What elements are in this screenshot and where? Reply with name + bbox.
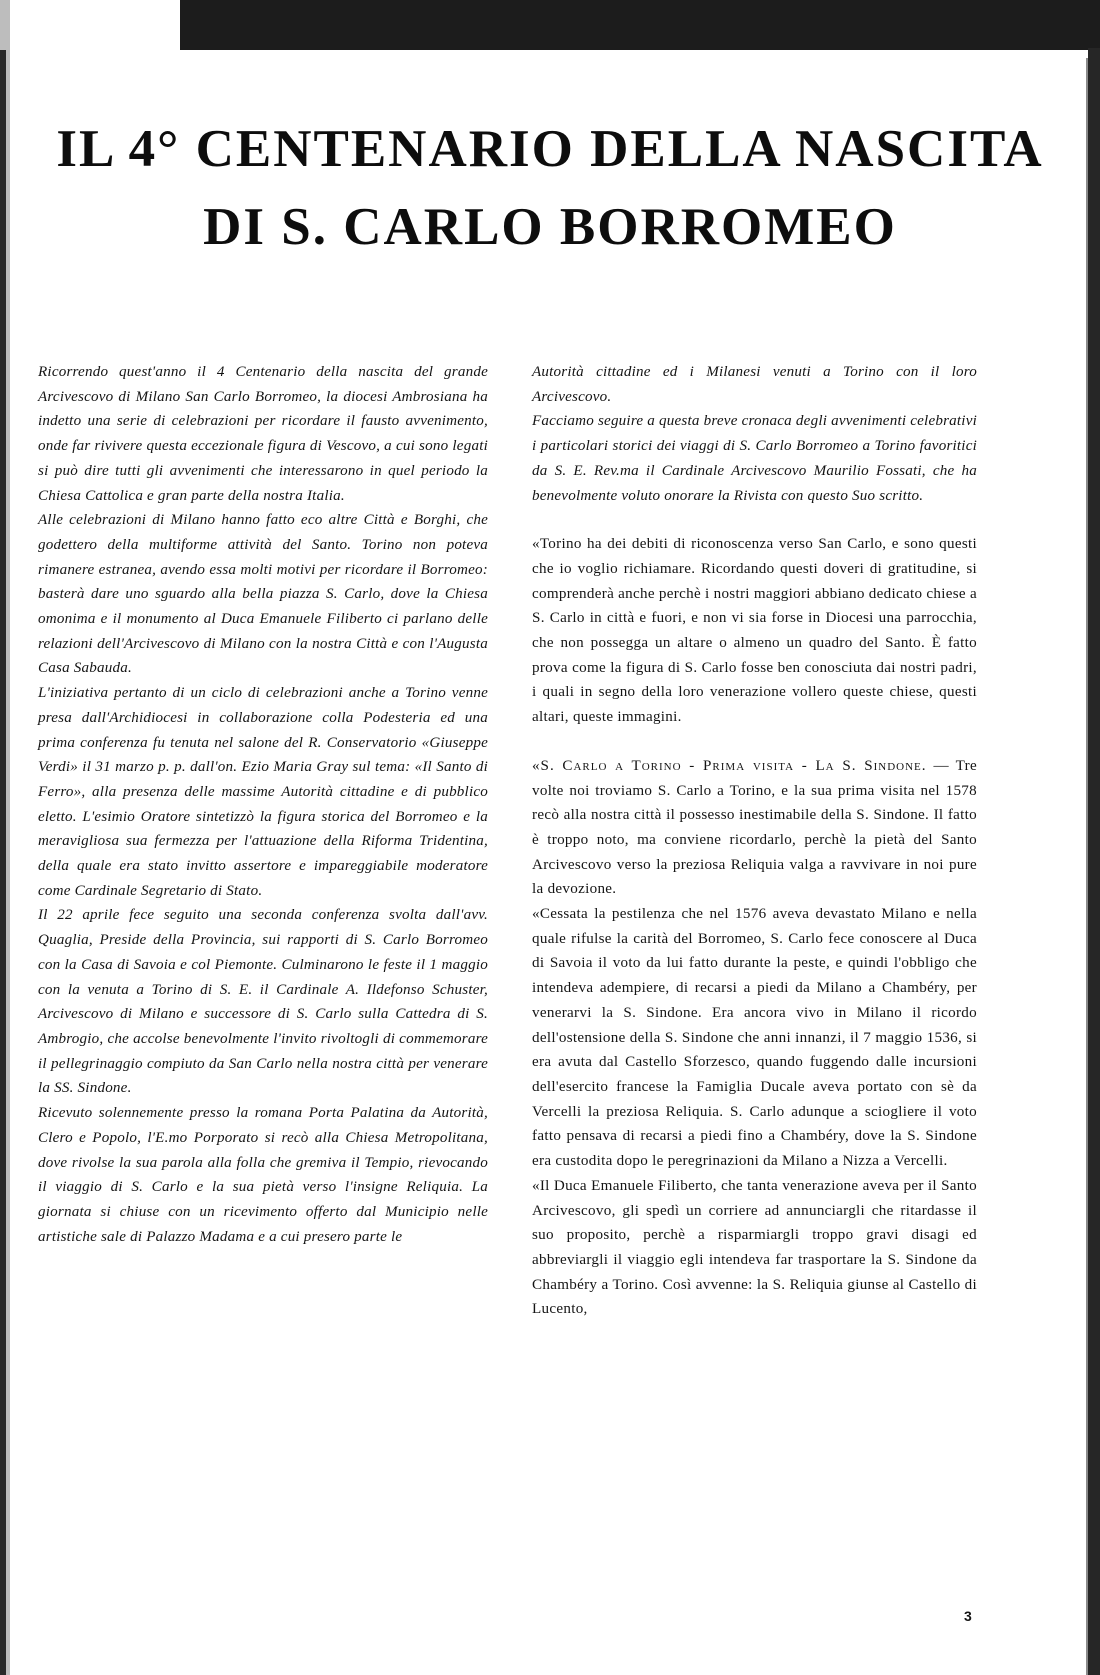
scan-right-line	[1086, 58, 1088, 1675]
right-paragraph-6: «Il Duca Emanuele Filiberto, che tanta venerazione aveva per il Santo Arcivescovo, gli spedì un corriere ad annunciargli che ritardasse il suo proposito, perchè a risparmiargli troppo gravi disagi ed abbreviargli il viaggio egli intendeva far trasportare la S. Sindone da Chambéry a Torino. Così avvenne: la S. Reliquia giunse al Castello di Lucento,	[532, 1177, 977, 1318]
title-line-1: IL 4° CENTENARIO DELLA NASCITA	[56, 120, 1044, 178]
left-paragraph-1: Ricorrendo quest'anno il 4 Centenario della nascita del grande Arcivescovo di Milano San Carlo Borromeo, la diocesi Ambrosiana ha indetto una serie di celebrazioni per ricordare il fausto avvenimento, onde far rivivere questa eccezionale figura di Vescovo, a cui sono legati si può dire tutti gli avvenimenti che interessarono in quel periodo la Chiesa Cattolica e gran parte della nostra Italia.	[38, 364, 488, 504]
section-body: — Tre volte noi troviamo S. Carlo a Torino, e la sua prima visita nel 1578 recò alla nostra città il possesso inestimabile della S. Sindone. Il fatto è troppo noto, ma conviene ricordarlo, perchè la pietà del Santo Arcivescovo verso la preziosa Reliquia valga a ravvivare in noi pure la devozione.	[532, 757, 977, 898]
right-paragraph-2: Facciamo seguire a questa breve cronaca degli avvenimenti celebrativi i particolari storici dei viaggi di S. Carlo Borromeo a Torino favoritici da S. E. Rev.ma il Cardinale Arcivescovo Maurilio Fossati, che ha benevolmente voluto onorare la Rivista con questo Suo scritto.	[532, 413, 977, 504]
scan-top-band	[0, 0, 1100, 58]
left-paragraph-3: L'iniziativa pertanto di un ciclo di celebrazioni anche a Torino venne presa dall'Archidiocesi in collaborazione colla Podesteria ed una prima conferenza fu tenuta nel salone del R. Conservatorio «Giuseppe Verdi» il 31 marzo p. p. dall'on. Ezio Maria Gray sul tema: «Il Santo di Ferro», alla presenza delle massime Autorità cittadine e di pubblico eletto. L'esimio Oratore sintetizzò la figura storica del Borromeo e la meravigliosa sua fermezza per l'attuazione della Riforma Tridentina, della quale era stato invitto assertore e impareggiabile moderatore come Cardinale Segretario di Stato.	[38, 685, 488, 899]
paragraph-gap	[532, 730, 977, 754]
scan-top-shadow	[180, 0, 1100, 50]
right-paragraph-5: «Cessata la pestilenza che nel 1576 aveva devastato Milano e nella quale rifulse la carità del Borromeo, S. Carlo fece conoscere al Duca di Savoia il voto da lui fatto durante la peste, e quindi l'obbligo che intendeva adempiere, di recarsi a piedi da Milano a Chambéry, per venerarvi la S. Sindone. Era ancora vivo in Milano il ricordo dell'ostensione della S. Sindone che anni innanzi, il 7 maggio 1536, si era avuta dal Castello Sforzesco, quando fuggendo dalle incursioni dell'esercito francese la Famiglia Ducale aveva portato con sè da Vercelli la preziosa Reliquia. S. Carlo adunque a sciogliere il voto fatto pensava di recarsi a piedi fino a Chambéry, dove la S. Sindone era custodita dopo le peregrinazioni da Milano a Nizza a Vercelli.	[532, 906, 977, 1170]
left-paragraph-2: Alle celebrazioni di Milano hanno fatto eco altre Città e Borghi, che godettero della multiforme attività del Santo. Torino non poteva rimanere estranea, avendo essa molti motivi per ricordare il Borromeo: basterà dare uno sguardo alla bella piazza S. Carlo, dove la Chiesa omonima e il monumento al Duca Emanuele Filiberto ci parlano delle relazioni dell'Arcivescovo di Milano con la nostra Città e con l'Augusta Casa Sabauda.	[38, 512, 488, 677]
paragraph-gap	[532, 508, 977, 532]
right-column	[532, 360, 977, 1322]
scan-right-edge	[1088, 48, 1100, 1675]
right-paragraph-1: Autorità cittadine ed i Milanesi venuti a Torino con il loro Arcivescovo.	[532, 364, 977, 405]
left-paragraph-5: Ricevuto solennemente presso la romana Porta Palatina da Autorità, Clero e Popolo, l'E.mo Porporato si recò alla Chiesa Metropolitana, dove rivolse la sua parola alla folla che gremiva il Tempio, rievocando il viaggio di S. Carlo e la sua pietà verso l'insigne Reliquia. La giornata si chiuse con un ricevimento offerto dal Municipio nelle artistiche sale di Palazzo Madama e a cui presero parte le	[38, 1105, 488, 1245]
left-paragraph-4: Il 22 aprile fece seguito una seconda conferenza svolta dall'avv. Quaglia, Preside della Provincia, sui rapporti di S. Carlo Borromeo con la Casa di Savoia e col Piemonte. Culminarono le feste il 1 maggio con la venuta a Torino di S. E. il Cardinale A. Ildefonso Schuster, Arcivescovo di Milano e successore di S. Carlo sulla Cattedra di S. Ambrogio, che accolse benevolmente l'invito rivoltogli di commemorare il pellegrinaggio compiuto da San Carlo nella nostra città per venerare la SS. Sindone.	[38, 907, 488, 1097]
page-number: 3	[964, 1608, 972, 1624]
article-title	[30, 110, 1070, 266]
left-column	[38, 360, 488, 1249]
title-line-2: DI S. CARLO BORROMEO	[203, 198, 897, 256]
section-heading: «S. Carlo a Torino - Prima visita - La S. Sindone.	[532, 757, 927, 774]
right-paragraph-4	[532, 754, 977, 902]
scan-left-shadow	[0, 50, 6, 1675]
right-paragraph-3: «Torino ha dei debiti di riconoscenza verso San Carlo, e sono questi che io voglio richiamare. Ricordando questi doveri di gratitudine, si comprenderà anche perchè i nostri maggiori abbiano dedicato chiese a S. Carlo in città e fuori, e non vi sia forse in Diocesi una parrocchia, che non possegga un altare o almeno un quadro del Santo. È fatto prova come la figura di S. Carlo fosse ben conosciuta dai nostri padri, i quali in segno della loro venerazione vollero queste chiese, questi altari, queste immagini.	[532, 536, 977, 726]
